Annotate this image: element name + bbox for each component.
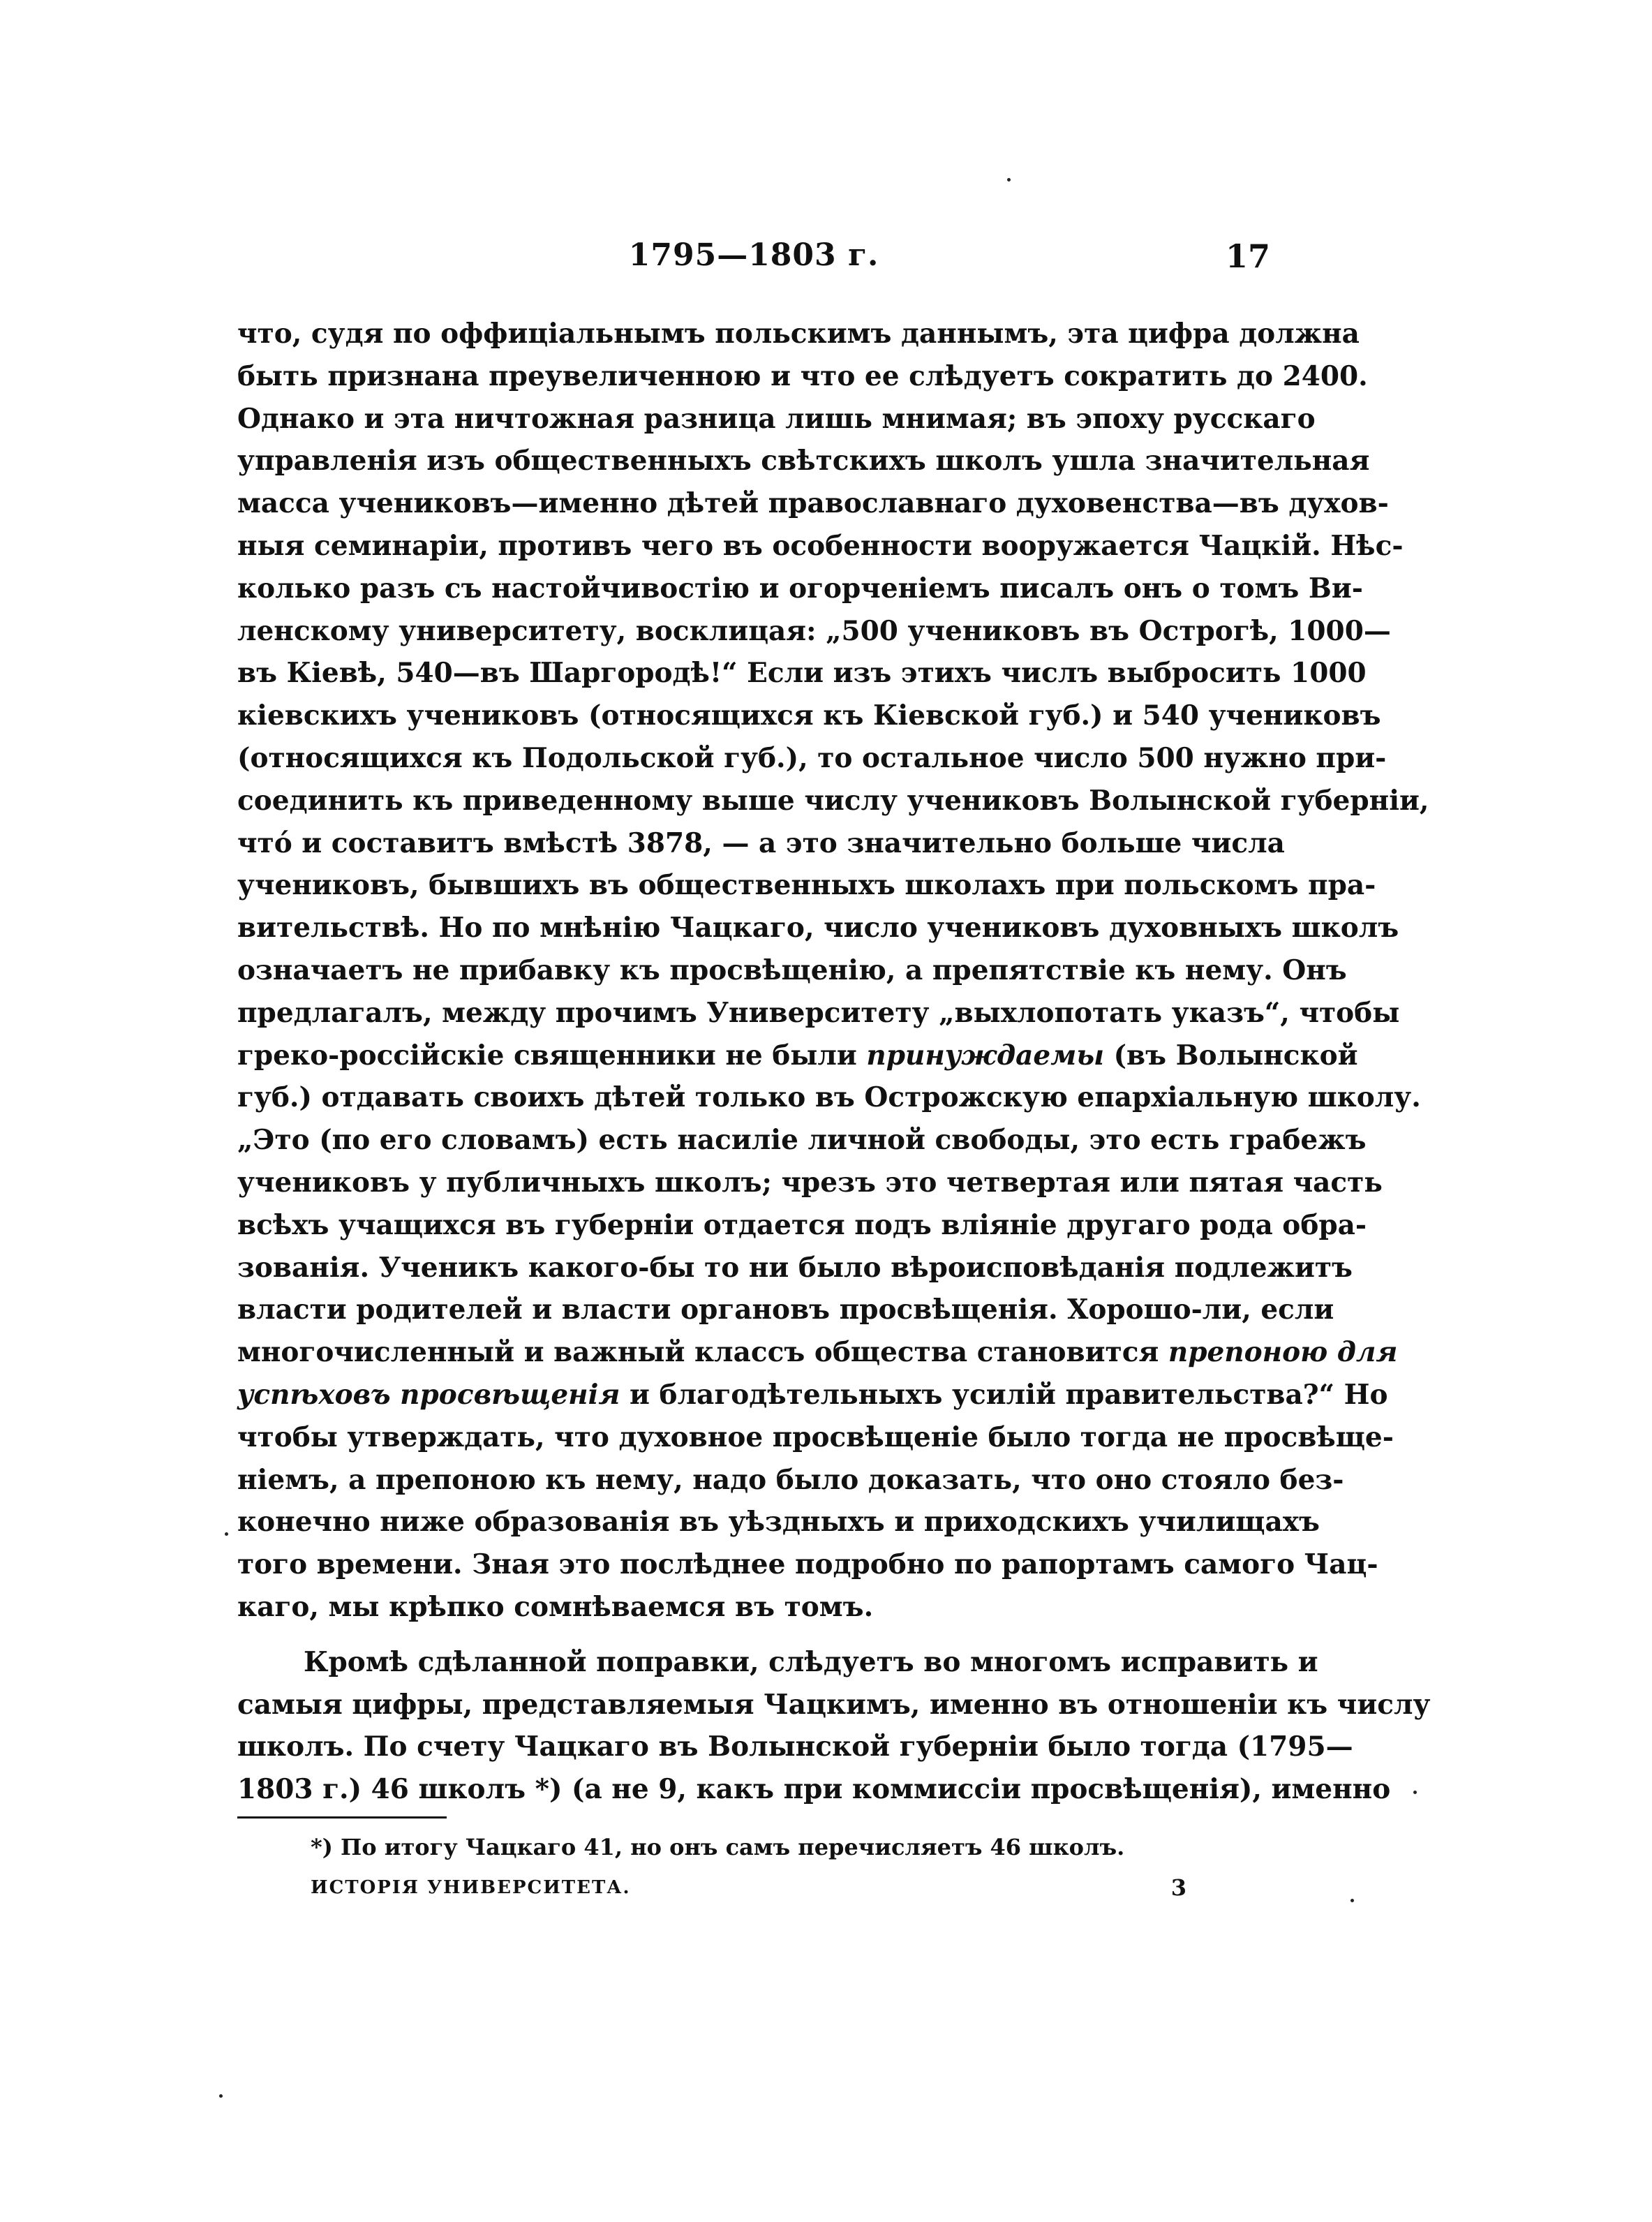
text-line: 1803 г.) 46 школъ *) (а не 9, какъ при коммиссіи просвѣщенія), именно	[237, 1773, 1391, 1806]
text-line: ленскому университету, восклицая: „500 учениковъ въ Острогѣ, 1000—	[237, 614, 1391, 647]
signature-line	[311, 1868, 1186, 1907]
text-line-with-italic	[237, 1035, 1358, 1077]
paragraph-gap	[237, 1629, 1270, 1641]
text-line: губ.) отдавать своихъ дѣтей только въ Острожскую епархіальную школу.	[237, 1081, 1421, 1114]
scan-speck	[219, 2094, 223, 2098]
text-line: власти родителей и власти органовъ просвѣщенія. Хорошо-ли, если	[237, 1294, 1334, 1326]
scan-speck	[225, 1532, 228, 1536]
text-line: въ Кіевѣ, 540—въ Шаргородѣ!“ Если изъ этихъ числъ выбросить 1000	[237, 657, 1367, 690]
text-line-with-italic	[237, 1331, 1398, 1374]
text-line: масса учениковъ—именно дѣтей православнаго духовенства—въ духов-	[237, 487, 1389, 520]
text-line: соединить къ приведенному выше числу учениковъ Волынской губерніи,	[237, 784, 1429, 817]
text-line: управленія изъ общественныхъ свѣтскихъ школъ ушла значительная	[237, 445, 1370, 477]
running-title: 1795—1803 г.	[628, 237, 879, 273]
paragraph-first-line: Кромѣ сдѣланной поправки, слѣдуетъ во многомъ исправить и	[304, 1645, 1318, 1678]
text-line: учениковъ, бывшихъ въ общественныхъ школахъ при польскомъ пра-	[237, 869, 1376, 902]
text-line: предлагалъ, между прочимъ Университету „выхлопотать указъ“, чтобы	[237, 996, 1400, 1029]
text-line: ныя семинаріи, противъ чего въ особенности вооружается Чацкій. Нѣс-	[237, 529, 1404, 562]
text-line: чтобы утверждать, что духовное просвѣщеніе было тогда не просвѣще-	[237, 1421, 1394, 1453]
text-line: всѣхъ учащихся въ губерніи отдается подъ вліяніе другаго рода обра-	[237, 1208, 1367, 1241]
text-line: колько разъ съ настойчивостію и огорченіемъ писалъ онъ о томъ Ви-	[237, 572, 1363, 605]
text-run: греко-россійскіе священники не были	[237, 1039, 867, 1072]
footnote-rule	[237, 1816, 447, 1819]
paragraph-last-line: каго, мы крѣпко сомнѣваемся въ томъ.	[237, 1590, 874, 1623]
footnote: *) По итогу Чацкаго 41, но онъ самъ перечисляетъ 46 школъ.	[311, 1834, 1125, 1860]
scan-speck	[1350, 1899, 1354, 1902]
italic-run: принуждаемы	[866, 1039, 1105, 1072]
text-line: кіевскихъ учениковъ (относящихся къ Кіевской губ.) и 540 учениковъ	[237, 699, 1381, 732]
text-line: что́ и составитъ вмѣстѣ 3878, — а это значительно больше числа	[237, 827, 1285, 859]
text-line: школъ. По счету Чацкаго въ Волынской губерніи было тогда (1795—	[237, 1731, 1353, 1763]
text-line: означаетъ не прибавку къ просвѣщенію, а препятствіе къ нему. Онъ	[237, 954, 1347, 986]
text-run: и благодѣтельныхъ усилій правительства?“ Но	[620, 1378, 1388, 1411]
italic-run: успѣховъ просвѣщенія	[237, 1378, 620, 1411]
book-signature: ИСТОРІЯ УНИВЕРСИТЕТА.	[311, 1877, 631, 1898]
text-run: (въ Волынской	[1104, 1039, 1358, 1072]
text-line: зованія. Ученикъ какого-бы то ни было вѣроисповѣданія подлежитъ	[237, 1251, 1353, 1284]
scan-speck	[1413, 1791, 1417, 1794]
text-line: того времени. Зная это послѣднее подробно по рапортамъ самого Чац-	[237, 1548, 1378, 1581]
text-run: многочисленный и важный классъ общества становится	[237, 1336, 1168, 1369]
text-line: вительствѣ. Но по мнѣнію Чацкаго, число учениковъ духовныхъ школъ	[237, 912, 1399, 945]
text-line: учениковъ у публичныхъ школъ; чрезъ это четвертая или пятая часть	[237, 1166, 1383, 1199]
text-line: конечно ниже образованія въ уѣздныхъ и приходскихъ училищахъ	[237, 1506, 1320, 1539]
italic-run: препоною для	[1168, 1336, 1398, 1369]
sheet-number: 3	[1170, 1874, 1186, 1901]
text-line-with-italic	[237, 1374, 1388, 1416]
running-head	[237, 237, 1270, 286]
scan-speck	[1007, 178, 1011, 182]
text-line: (относящихся къ Подольской губ.), то остальное число 500 нужно при-	[237, 741, 1387, 774]
text-line: что, судя по оффиціальнымъ польскимъ даннымъ, эта цифра должна	[237, 318, 1360, 350]
text-line: ніемъ, а препоною къ нему, надо было доказать, что оно стояло без-	[237, 1463, 1344, 1496]
text-line: Однако и эта ничтожная разница лишь мнимая; въ эпоху русскаго	[237, 402, 1316, 435]
body-text	[237, 313, 1431, 1811]
text-line: самыя цифры, представляемыя Чацкимъ, именно въ отношеніи къ числу	[237, 1688, 1431, 1721]
text-line: быть признана преувеличенною и что ее слѣдуетъ сократить до 2400.	[237, 360, 1368, 392]
text-line: „Это (по его словамъ) есть насиліе личной свободы, это есть грабежъ	[237, 1124, 1367, 1157]
page-number: 17	[1225, 237, 1270, 275]
